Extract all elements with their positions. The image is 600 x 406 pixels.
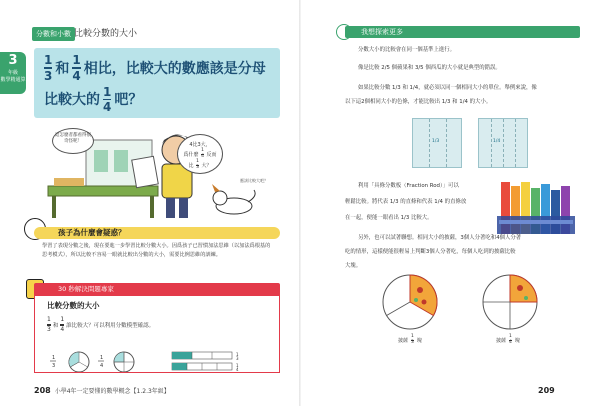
grade-unit: 年級 xyxy=(7,70,18,76)
svg-text:4: 4 xyxy=(236,367,239,372)
grade-number: 3 xyxy=(8,53,18,68)
paragraph-3a: 如果比較分數 1/3 和 1/4，就必須以同一個相同大小的單位。舉例來說，像 xyxy=(358,85,537,91)
caption-pre: 披薩 xyxy=(398,337,409,344)
paragraph-4c: 在一起，便能一眼看出 1/3 比較大。 xyxy=(345,215,433,221)
caption-post: 塊 xyxy=(514,337,520,344)
grade-subject: 數學精通算 xyxy=(0,77,26,83)
paragraph-5a: 另外，也可以試著聯想。相同大小的披薩，3個人分著吃和4個人分著 xyxy=(358,235,522,241)
grade-badge xyxy=(0,52,26,94)
paragraph-2: 像是比較 2/5 個蘋果和 3/5 個西瓜的大小就是典型的錯誤。 xyxy=(358,65,501,71)
section-chip: 分數和小數 xyxy=(32,27,75,41)
expert-question xyxy=(47,317,267,333)
svg-text:3: 3 xyxy=(52,363,56,369)
svg-text:1: 1 xyxy=(52,355,56,361)
numerator: 1 xyxy=(44,53,53,67)
paragraph-5c: 大塊。 xyxy=(345,263,362,269)
pizza-quarters-caption xyxy=(496,335,520,346)
question-line2-pre: 比較大的 xyxy=(44,92,100,109)
expert-box-title: 比較分數的大小 xyxy=(47,301,100,310)
denominator: 4 xyxy=(72,68,81,83)
paragraph-4a: 利用「具條分數板（Fraction Rod）」可以 xyxy=(358,183,459,189)
question-line1-rest: 相比，比較大的數應該是分母 xyxy=(83,60,266,77)
fraction-one-third xyxy=(44,54,52,82)
bubble-right-word: 爲什麼 xyxy=(183,151,199,158)
page-number: 208 xyxy=(34,386,51,395)
question-box xyxy=(34,48,280,118)
fraction-one-quarter: $\frac{1}{4}$ xyxy=(60,316,65,333)
fraction-one-quarter xyxy=(72,54,80,82)
denominator: 4 xyxy=(103,100,112,114)
inline-fraction-third: $\frac{1}{3}$ xyxy=(196,158,199,171)
paragraph-4b: 輕鬆比較。將代表 1/3 的直條和代表 1/4 的直條放 xyxy=(345,199,467,205)
pizza-quarters xyxy=(480,272,540,332)
paragraph-5b: 吃的情形，這樣便能很輕易上判斷3個人分著吃，每個人吃到的披薩比較 xyxy=(345,249,516,255)
bubble-right-word: 大？ xyxy=(201,162,212,169)
fraction-rod-thirds xyxy=(412,118,462,168)
section-title: 比較分數的大小 xyxy=(74,29,138,39)
speech-bubble-right xyxy=(177,134,223,174)
fraction-rod-photo xyxy=(497,176,577,238)
svg-text:1: 1 xyxy=(236,352,239,357)
fraction-one-quarter-2 xyxy=(103,86,111,114)
right-page-number: 209 xyxy=(538,386,555,395)
rod-thirds-label: 1/3 xyxy=(432,139,440,144)
why-confused-body: 學習了表現分數之後，現在要進一步學習比較分數大小。因爲孩子已習慣加法思維（以加法爲根基的思考模式），所以比較不容易一眼就比較出分數的大小，需要比例思維的訓練。 xyxy=(42,243,271,258)
question-line2-post: 吧？ xyxy=(114,92,143,109)
question-line-1 xyxy=(44,54,270,82)
numerator: 1 xyxy=(72,53,81,67)
book-title: 小學4年一定要懂的數學概念【1.2.3年級】 xyxy=(54,388,170,395)
dog-note: 應該比較大吧？ xyxy=(240,178,268,183)
bubble-right-line1: 4比3大， xyxy=(189,142,211,148)
question-line-2 xyxy=(44,86,270,114)
bubble-right-line3 xyxy=(178,160,222,171)
paragraph-1: 分數大小的比較會在同一個基準上進行。 xyxy=(358,47,456,53)
question-and: 和 xyxy=(55,60,70,77)
pizza-thirds-caption xyxy=(398,335,422,346)
fraction-rod-quarters xyxy=(478,118,528,168)
svg-text:1: 1 xyxy=(236,363,239,368)
caption-post: 塊 xyxy=(416,337,422,344)
numerator: 1 xyxy=(103,84,112,99)
left-footer xyxy=(34,386,170,395)
rod-quarters-label: 1/4 xyxy=(493,139,501,144)
expert-q-text: 誰比較大？可以利用分數模型確認。 xyxy=(66,322,155,329)
inline-fraction-quarter: $\frac{1}{4}$ xyxy=(201,148,204,160)
caption-pre: 披薩 xyxy=(496,337,507,344)
explore-heading: 我想探索更多 xyxy=(345,26,580,38)
denominator: 3 xyxy=(44,68,53,83)
svg-text:4: 4 xyxy=(100,363,104,369)
why-confused-heading: 孩子為什麼會疑惑？ xyxy=(34,227,280,239)
caption-fraction: $\frac{1}{3}$ xyxy=(411,334,414,346)
svg-text:1: 1 xyxy=(100,355,104,361)
pizza-thirds xyxy=(380,272,440,332)
fraction-one-third: $\frac{1}{3}$ xyxy=(47,316,51,333)
bubble-right-line2 xyxy=(178,149,222,160)
bubble-right-word: 反而 xyxy=(206,151,217,158)
speech-bubble-left: 這怎麼者都看得很奇怪呢！ xyxy=(52,128,94,154)
expert-heading: 30 秒解決問題專家 xyxy=(34,283,280,295)
paragraph-3b: 以下這2個相同大小的色條，才能比較出 1/3 和 1/4 的大小。 xyxy=(345,99,492,105)
svg-text:3: 3 xyxy=(236,356,239,361)
caption-fraction: $\frac{1}{4}$ xyxy=(509,334,512,346)
fraction-model-diagram xyxy=(24,350,254,372)
expert-q-and: 和 xyxy=(52,322,59,329)
bubble-right-word: 比 xyxy=(188,162,194,169)
